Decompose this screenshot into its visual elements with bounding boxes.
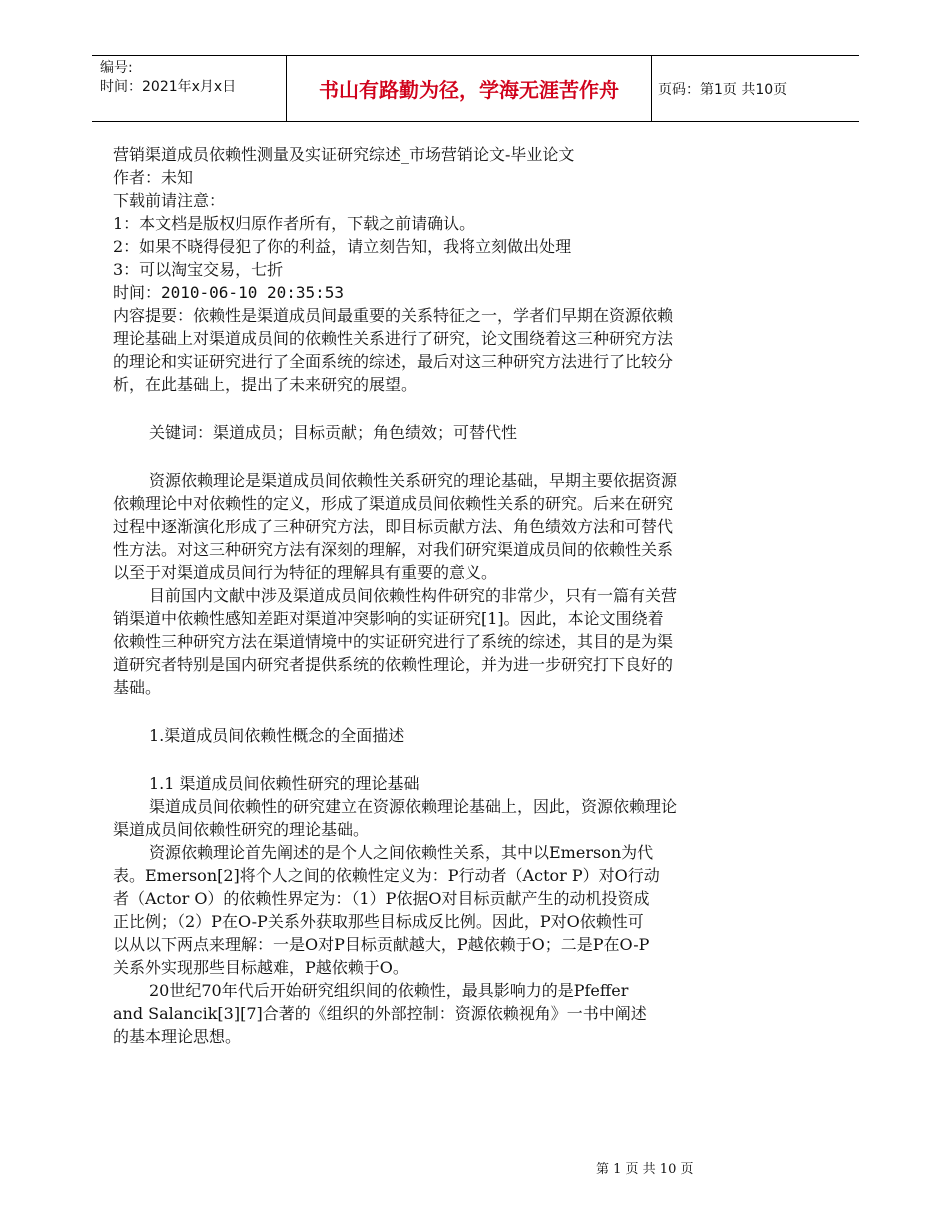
header-meta: [100, 59, 236, 97]
page-header: [92, 55, 859, 122]
section-heading: 1.渠道成员间依赖性概念的全面描述: [149, 726, 405, 745]
page-footer: 第 1 页 共 10 页: [596, 1162, 694, 1177]
abstract: [113, 304, 768, 396]
paragraph-line: 资源依赖理论首先阐述的是个人之间依赖性关系，其中以Emerson为代: [149, 843, 654, 862]
paragraph-4: [113, 841, 768, 979]
paragraph-line: 销渠道中依赖性感知差距对渠道冲突影响的实证研究[1]。因此，本论文围绕着: [113, 609, 664, 628]
document-author: 作者：未知: [113, 168, 194, 187]
paragraph-3: [113, 795, 768, 841]
notice-heading: 下载前请注意：: [113, 191, 226, 210]
paragraph-line: and Salancik[3][7]合著的《组织的外部控制：资源依赖视角》一书中阐述: [113, 1004, 647, 1023]
document-time-label: 时间：2021年x月x日: [100, 79, 237, 95]
header-page-info: 页码：第1页 共10页: [658, 81, 788, 98]
paragraph-line: 目前国内文献中涉及渠道成员间依赖性构件研究的非常少，只有一篇有关营: [149, 586, 678, 605]
paragraph-line: 过程中逐渐演化形成了三种研究方法，即目标贡献方法、角色绩效方法和可替代: [113, 517, 674, 536]
document-number-label: 编号:: [100, 60, 133, 76]
notice-item: 2：如果不晓得侵犯了你的利益，请立刻告知，我将立刻做出处理: [113, 237, 572, 256]
paragraph-line: 表。Emerson[2]将个人之间的依赖性定义为：P行动者（Actor P）对O行动: [113, 866, 660, 885]
paragraph-line: 以至于对渠道成员间行为特征的理解具有重要的意义。: [113, 563, 498, 582]
notice-item: 1：本文档是版权归原作者所有，下载之前请确认。: [113, 214, 476, 233]
paragraph-line: 关系外实现那些目标越难，P越依赖于O。: [113, 958, 409, 977]
paragraph-line: 20世纪70年代后开始研究组织间的依赖性，最具影响力的是Pfeffer: [149, 981, 629, 1000]
paragraph-line: 依赖性三种研究方法在渠道情境中的实证研究进行了系统的综述，其目的是为渠: [113, 632, 674, 651]
keywords: 关键词：渠道成员；目标贡献；角色绩效；可替代性: [149, 423, 518, 442]
subsection-heading: 1.1 渠道成员间依赖性研究的理论基础: [149, 774, 420, 793]
document-title: 营销渠道成员依赖性测量及实证研究综述_市场营销论文-毕业论文: [113, 145, 575, 164]
paragraph-line: 正比例；（2）P在O-P关系外获取那些目标成反比例。因此，P对O依赖性可: [113, 912, 644, 931]
paragraph-line: 道研究者特别是国内研究者提供系统的依赖性理论，并为进一步研究打下良好的: [113, 655, 674, 674]
paragraph-line: 者（Actor O）的依赖性界定为：（1）P依据O对目标贡献产生的动机投资成: [113, 889, 650, 908]
paragraph-2: [113, 584, 768, 699]
paragraph-line: 基础。: [113, 678, 162, 697]
header-motto: 书山有路勤为径，学海无涯苦作舟: [286, 56, 652, 121]
document-time: 时间：2010-06-10 20:35:53: [113, 283, 345, 302]
paragraph-line: 渠道成员间依赖性的研究建立在资源依赖理论基础上，因此，资源依赖理论: [149, 797, 678, 816]
notice-item: 3：可以淘宝交易，七折: [113, 260, 284, 279]
paragraph-line: 资源依赖理论是渠道成员间依赖性关系研究的理论基础，早期主要依据资源: [149, 471, 678, 490]
paragraph-1: [113, 469, 768, 584]
abstract-line: 的理论和实证研究进行了全面系统的综述，最后对这三种研究方法进行了比较分: [113, 352, 674, 371]
paragraph-line: 以从以下两点来理解：一是O对P目标贡献越大，P越依赖于O；二是P在O-P: [113, 935, 650, 954]
paragraph-line: 性方法。对这三种研究方法有深刻的理解，对我们研究渠道成员间的依赖性关系: [113, 540, 674, 559]
abstract-line: 析，在此基础上，提出了未来研究的展望。: [113, 375, 418, 394]
paragraph-line: 渠道成员间依赖性研究的理论基础。: [113, 820, 370, 839]
paragraph-line: 依赖理论中对依赖性的定义，形成了渠道成员间依赖性关系的研究。后来在研究: [113, 494, 674, 513]
abstract-line: 理论基础上对渠道成员间的依赖性关系进行了研究，论文围绕着这三种研究方法: [113, 329, 674, 348]
paragraph-line: 的基本理论思想。: [113, 1027, 242, 1046]
document-body: [113, 143, 768, 1048]
abstract-line: 内容提要：依赖性是渠道成员间最重要的关系特征之一，学者们早期在资源依赖: [113, 306, 674, 325]
paragraph-5: [113, 979, 768, 1048]
